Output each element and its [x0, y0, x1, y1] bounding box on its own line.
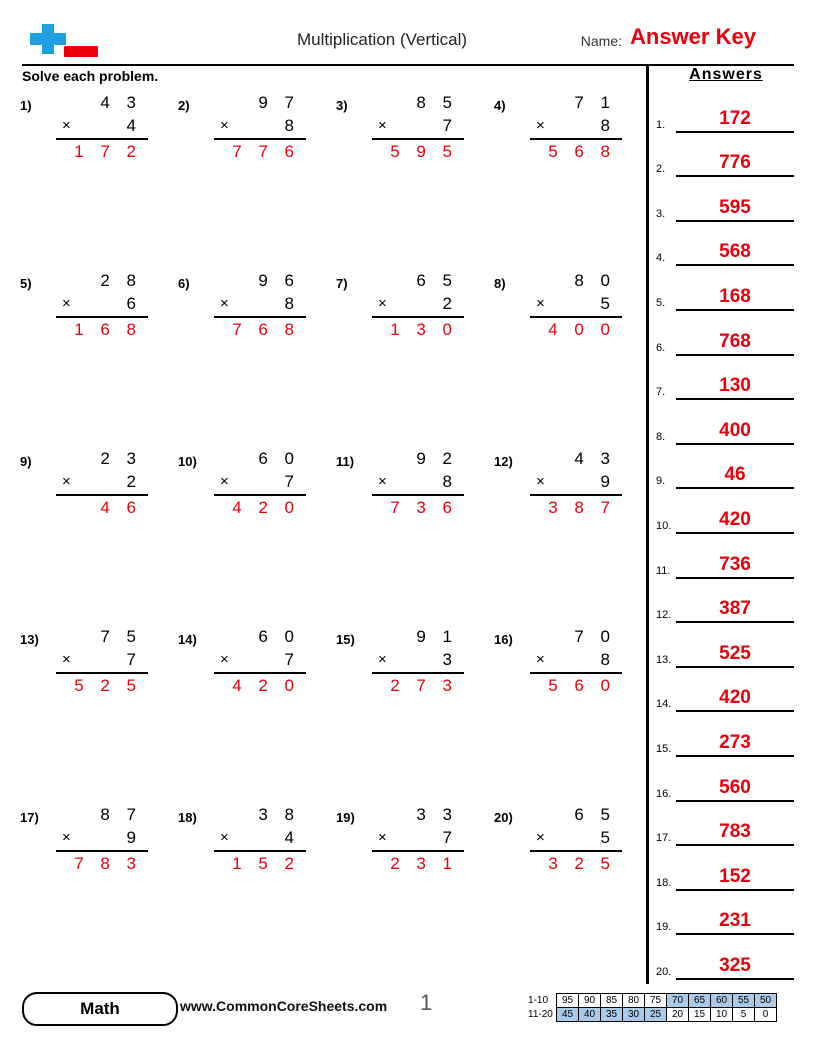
problem-answer[interactable]: 3 8 7	[548, 498, 616, 517]
multiplier: 5	[600, 828, 616, 847]
multiply-sign-icon: ×	[378, 295, 387, 312]
multiplicand: 2 8	[100, 271, 142, 290]
multiplier-row	[56, 648, 148, 672]
answer-row	[656, 757, 796, 802]
answers-divider	[646, 64, 649, 984]
multiplicand: 3 3	[416, 805, 458, 824]
table-row	[528, 994, 777, 1008]
scale-cell: 50	[755, 994, 777, 1008]
answer-index: 4.	[656, 252, 666, 265]
scale-row-label: 11-20	[528, 1009, 553, 1020]
answer-index: 10.	[656, 519, 672, 532]
problem-answer[interactable]: 5 6 8	[548, 142, 616, 161]
answer-index: 8.	[656, 430, 666, 443]
problem-number: 3)	[336, 98, 348, 113]
multiply-sign-icon: ×	[220, 651, 229, 668]
multiplier: 9	[600, 472, 616, 491]
problem-number: 6)	[178, 276, 190, 291]
multiplier: 2	[442, 294, 458, 313]
multiplier: 7	[284, 650, 300, 669]
multiplier: 5	[600, 294, 616, 313]
problem-answer[interactable]: 1 3 0	[390, 320, 458, 339]
multiplier: 8	[600, 116, 616, 135]
problem-answer[interactable]: 5 6 0	[548, 676, 616, 695]
answer-value: 130	[719, 375, 751, 397]
problem-number: 19)	[336, 810, 355, 825]
problem-number: 11)	[336, 454, 355, 469]
multiplicand: 3 8	[258, 805, 300, 824]
answer-value: 231	[719, 910, 751, 932]
multiplicand: 7 1	[574, 93, 616, 112]
page-title: Multiplication (Vertical)	[296, 30, 468, 49]
answer-row	[656, 311, 796, 356]
multiply-sign-icon: ×	[378, 829, 387, 846]
answer-value: 560	[719, 776, 751, 798]
problem-stack	[530, 448, 622, 520]
problem-item	[494, 270, 644, 350]
answer-index: 19.	[656, 921, 672, 934]
multiplier: 6	[126, 294, 142, 313]
page-header	[22, 24, 794, 60]
scale-cell: 55	[733, 994, 755, 1008]
multiply-sign-icon: ×	[62, 295, 71, 312]
answer-row	[656, 133, 796, 178]
problem-answer[interactable]: 5 9 5	[390, 142, 458, 161]
multiply-sign-icon: ×	[62, 117, 71, 134]
problem-stack	[530, 92, 622, 164]
subject-badge: Math	[22, 992, 178, 1026]
problem-number: 8)	[494, 276, 506, 291]
multiply-sign-icon: ×	[220, 473, 229, 490]
multiply-sign-icon: ×	[220, 829, 229, 846]
problem-stack	[530, 270, 622, 342]
problem-item	[178, 804, 328, 884]
problem-number: 20)	[494, 810, 513, 825]
multiplier-row	[372, 826, 464, 850]
scale-cell: 90	[579, 994, 601, 1008]
answer-value: 46	[724, 464, 746, 486]
multiply-sign-icon: ×	[62, 473, 71, 490]
problem-number: 16)	[494, 632, 513, 647]
multiplicand: 4 3	[574, 449, 616, 468]
answer-index: 2.	[656, 163, 666, 176]
multiplier-row	[214, 648, 306, 672]
website-link[interactable]: www.CommonCoreSheets.com	[180, 998, 388, 1014]
multiplier-row	[372, 114, 464, 138]
answer-value: 273	[719, 731, 751, 753]
problem-number: 15)	[336, 632, 355, 647]
multiplier: 7	[126, 650, 142, 669]
problem-answer[interactable]: 7 6 8	[232, 320, 300, 339]
page-footer	[0, 990, 816, 1056]
problem-item	[336, 804, 486, 884]
scale-row-label: 1-10	[528, 995, 549, 1006]
answer-row	[656, 623, 796, 668]
answer-row	[656, 668, 796, 713]
multiplicand: 7 5	[100, 627, 142, 646]
multiplier: 8	[600, 650, 616, 669]
problem-answer[interactable]: 1 6 8	[74, 320, 142, 339]
multiplier: 7	[442, 116, 458, 135]
multiplier: 9	[126, 828, 142, 847]
answer-index: 6.	[656, 341, 666, 354]
answer-index: 7.	[656, 386, 666, 399]
problem-stack	[530, 804, 622, 876]
problem-stack	[56, 626, 148, 698]
problem-item	[20, 626, 170, 706]
problem-number: 2)	[178, 98, 190, 113]
scale-cell: 25	[645, 1008, 667, 1022]
answer-value: 736	[719, 553, 751, 575]
problem-answer[interactable]: 7 7 6	[232, 142, 300, 161]
problem-answer[interactable]: 2 3 1	[390, 854, 458, 873]
problem-number: 4)	[494, 98, 506, 113]
answer-index: 5.	[656, 296, 666, 309]
problem-item	[494, 92, 644, 172]
problem-item	[20, 270, 170, 350]
problem-item	[336, 626, 486, 706]
problem-stack	[214, 270, 306, 342]
multiplicand: 2 3	[100, 449, 142, 468]
answer-row	[656, 891, 796, 936]
multiplier-row	[56, 470, 148, 494]
scale-cell: 75	[645, 994, 667, 1008]
page-number: 1	[420, 990, 433, 1015]
multiply-sign-icon: ×	[378, 117, 387, 134]
answer-value: 168	[719, 285, 751, 307]
answer-index: 16.	[656, 787, 672, 800]
multiply-sign-icon: ×	[536, 117, 545, 134]
answer-index: 15.	[656, 742, 672, 755]
multiplier-row	[530, 114, 622, 138]
multiplier-row	[56, 114, 148, 138]
problem-stack	[214, 804, 306, 876]
answer-row	[656, 177, 796, 222]
answer-value: 783	[719, 821, 751, 843]
scale-cell: 65	[689, 994, 711, 1008]
answer-row	[656, 88, 796, 133]
problem-stack	[214, 92, 306, 164]
answer-value: 152	[719, 865, 751, 887]
multiplier: 2	[126, 472, 142, 491]
multiplier: 8	[442, 472, 458, 491]
problem-stack	[530, 626, 622, 698]
problem-item	[494, 804, 644, 884]
scale-cell: 30	[623, 1008, 645, 1022]
scale-cell: 95	[557, 994, 579, 1008]
problem-number: 7)	[336, 276, 348, 291]
problem-item	[20, 804, 170, 884]
answer-value: 387	[719, 598, 751, 620]
answer-index: 18.	[656, 876, 672, 889]
multiply-sign-icon: ×	[378, 651, 387, 668]
answer-index: 3.	[656, 207, 666, 220]
problem-number: 14)	[178, 632, 197, 647]
problem-stack	[372, 804, 464, 876]
multiply-sign-icon: ×	[378, 473, 387, 490]
answer-value: 776	[719, 152, 751, 174]
scale-cell: 60	[711, 994, 733, 1008]
problem-answer[interactable]: 7 3 6	[390, 498, 458, 517]
multiplicand: 6 5	[574, 805, 616, 824]
answer-row	[656, 712, 796, 757]
problem-answer[interactable]: 4 0 0	[548, 320, 616, 339]
multiplicand: 9 6	[258, 271, 300, 290]
multiplier-row	[372, 470, 464, 494]
answer-row	[656, 222, 796, 267]
answer-row	[656, 935, 796, 980]
problem-item	[178, 448, 328, 528]
answer-value: 768	[719, 330, 751, 352]
multiply-sign-icon: ×	[220, 295, 229, 312]
grading-scale-table	[528, 993, 777, 1022]
multiplier-row	[214, 826, 306, 850]
multiplicand: 9 1	[416, 627, 458, 646]
problem-number: 10)	[178, 454, 197, 469]
answer-index: 9.	[656, 475, 666, 488]
problem-answer[interactable]: 1 5 2	[232, 854, 300, 873]
answer-index: 20.	[656, 965, 672, 978]
answer-row	[656, 266, 796, 311]
problem-stack	[56, 270, 148, 342]
answer-value: 568	[719, 241, 751, 263]
multiplicand: 8 7	[100, 805, 142, 824]
multiply-sign-icon: ×	[62, 651, 71, 668]
scale-cell: 35	[601, 1008, 623, 1022]
problem-number: 12)	[494, 454, 513, 469]
multiplicand: 9 7	[258, 93, 300, 112]
answer-index: 13.	[656, 653, 672, 666]
answers-panel	[656, 66, 796, 980]
answer-row	[656, 846, 796, 891]
problem-item	[178, 92, 328, 172]
table-row	[528, 1008, 777, 1022]
answer-row	[656, 400, 796, 445]
problem-item	[494, 448, 644, 528]
multiplicand: 6 0	[258, 449, 300, 468]
problem-item	[178, 270, 328, 350]
problem-number: 13)	[20, 632, 39, 647]
multiply-sign-icon: ×	[536, 473, 545, 490]
problem-number: 18)	[178, 810, 197, 825]
problem-stack	[56, 92, 148, 164]
answer-value: 172	[719, 107, 751, 129]
answer-row	[656, 579, 796, 624]
problem-item	[20, 448, 170, 528]
problem-answer[interactable]: 1 7 2	[74, 142, 142, 161]
problem-item	[336, 92, 486, 172]
problem-answer[interactable]: 5 2 5	[74, 676, 142, 695]
multiplicand: 8 5	[416, 93, 458, 112]
multiplier-row	[214, 470, 306, 494]
multiplier-row	[56, 826, 148, 850]
multiplicand: 6 0	[258, 627, 300, 646]
multiplier-row	[214, 114, 306, 138]
problem-item	[20, 92, 170, 172]
multiplier-row	[372, 648, 464, 672]
answer-row	[656, 534, 796, 579]
multiply-sign-icon: ×	[220, 117, 229, 134]
problem-number: 17)	[20, 810, 39, 825]
problems-grid	[20, 92, 640, 952]
problem-stack	[372, 448, 464, 520]
problem-answer[interactable]: 7 8 3	[74, 854, 142, 873]
multiplicand: 4 3	[100, 93, 142, 112]
multiplier: 7	[284, 472, 300, 491]
answer-row	[656, 802, 796, 847]
multiply-sign-icon: ×	[536, 829, 545, 846]
scale-cell: 45	[557, 1008, 579, 1022]
scale-cell: 0	[755, 1008, 777, 1022]
multiply-sign-icon: ×	[62, 829, 71, 846]
problem-answer[interactable]: 4 6	[100, 498, 142, 517]
multiplier: 8	[284, 116, 300, 135]
problem-number: 5)	[20, 276, 32, 291]
answer-row	[656, 445, 796, 490]
name-label: Name:	[580, 33, 622, 49]
problem-item	[336, 270, 486, 350]
problem-stack	[214, 448, 306, 520]
answer-value: 420	[719, 508, 751, 530]
multiplicand: 9 2	[416, 449, 458, 468]
answer-index: 11.	[656, 564, 671, 577]
answer-value: 525	[719, 642, 751, 664]
multiply-sign-icon: ×	[536, 295, 545, 312]
problem-answer[interactable]: 4 2 0	[232, 498, 300, 517]
scale-cell: 85	[601, 994, 623, 1008]
problem-answer[interactable]: 3 2 5	[548, 854, 616, 873]
multiplier: 7	[442, 828, 458, 847]
scale-cell: 70	[667, 994, 689, 1008]
problem-answer[interactable]: 2 7 3	[390, 676, 458, 695]
multiplier: 4	[126, 116, 142, 135]
problem-stack	[372, 92, 464, 164]
multiplier-row	[530, 648, 622, 672]
problem-number: 9)	[20, 454, 32, 469]
answer-value: 595	[719, 196, 751, 218]
scale-cell: 20	[667, 1008, 689, 1022]
answer-value: 420	[719, 687, 751, 709]
problem-stack	[56, 804, 148, 876]
instruction-text: Solve each problem.	[22, 68, 159, 84]
multiplicand: 6 5	[416, 271, 458, 290]
multiplier-row	[372, 292, 464, 316]
multiplier-row	[214, 292, 306, 316]
answers-title: Answers	[689, 66, 763, 83]
answer-row	[656, 489, 796, 534]
multiplier: 4	[284, 828, 300, 847]
problem-item	[494, 626, 644, 706]
multiplier-row	[530, 826, 622, 850]
problem-item	[178, 626, 328, 706]
scale-cell: 80	[623, 994, 645, 1008]
answer-index: 17.	[656, 832, 672, 845]
answer-index: 14.	[656, 698, 672, 711]
answer-index: 12.	[656, 609, 672, 622]
commoncoresheets-logo-icon	[22, 24, 100, 62]
multiplicand: 8 0	[574, 271, 616, 290]
multiplier-row	[530, 470, 622, 494]
problem-stack	[372, 270, 464, 342]
multiplicand: 7 0	[574, 627, 616, 646]
problem-stack	[214, 626, 306, 698]
answer-index: 1.	[656, 118, 666, 131]
multiplier: 8	[284, 294, 300, 313]
scale-cell: 15	[689, 1008, 711, 1022]
answer-value: 400	[719, 419, 751, 441]
multiplier-row	[56, 292, 148, 316]
multiplier-row	[530, 292, 622, 316]
answer-key-badge: Answer Key	[630, 24, 756, 49]
scale-cell: 10	[711, 1008, 733, 1022]
problem-number: 1)	[20, 98, 32, 113]
scale-cell: 40	[579, 1008, 601, 1022]
answer-value: 325	[719, 954, 751, 976]
multiply-sign-icon: ×	[536, 651, 545, 668]
scale-cell: 5	[733, 1008, 755, 1022]
problem-item	[336, 448, 486, 528]
multiplier: 3	[442, 650, 458, 669]
problem-stack	[372, 626, 464, 698]
answer-row	[656, 356, 796, 401]
problem-stack	[56, 448, 148, 520]
problem-answer[interactable]: 4 2 0	[232, 676, 300, 695]
